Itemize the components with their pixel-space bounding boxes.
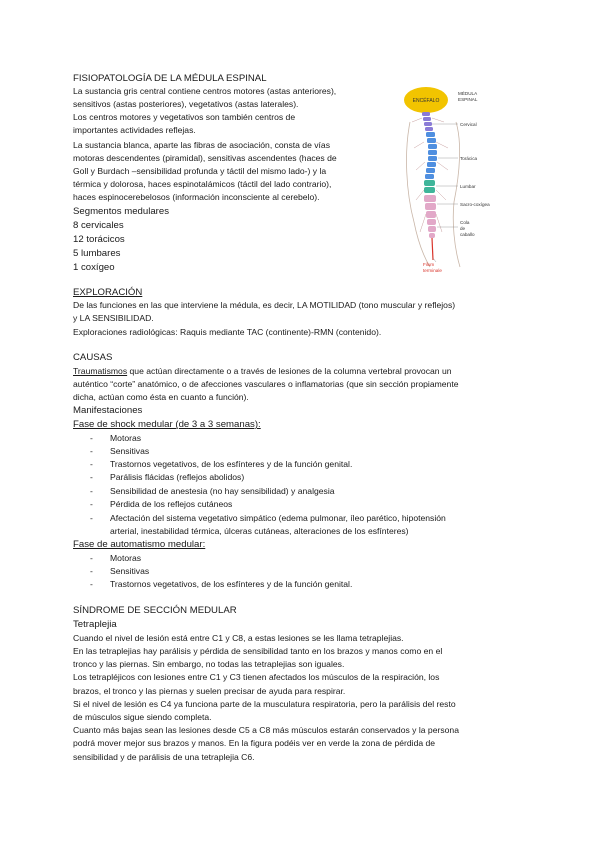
causas-line: auténtico “corte” anatómico, o de afecciones vasculares o inflamatorias (que sin sección propiamente xyxy=(73,379,459,389)
label-cord: MÉDULA xyxy=(458,91,478,96)
segment-item: 8 cervicales xyxy=(73,220,124,231)
causas-line-rest: que actúan directamente o a través de lesiones de la columna vertebral provocan un xyxy=(127,366,452,376)
sindrome-line: tronco y las piernas. Sin embargo, no todas las tetraplejias son iguales. xyxy=(73,659,345,669)
intro-line: La sustancia gris central contiene centros motores (astas anteriores), xyxy=(73,86,337,96)
intro-line: motoras descendentes (piramidal), sensitivas ascendentes (haces de xyxy=(73,153,337,163)
intro-line: sensitivos (astas posteriores), vegetativos (astas laterales). xyxy=(73,99,299,109)
thoracic-segment xyxy=(425,132,437,179)
label-toracica: Torácica xyxy=(460,156,478,161)
label-cola-1: Cola xyxy=(460,220,470,225)
document-page: FISIOPATOLOGÍA DE LA MÉDULA ESPINAL La sustancia gris central contiene centros motores (astas anteriores), sensitivos (astas posteriores), vegetativos (astas laterales). Los centros motores y vegetativos son también centros de importantes actividades reflejas. La sustancia blanca, aparte las fibras de asociación, consta de vías motoras descendentes (piramidal), sensitivas ascendentes (haces de Goll y Burdach –sensibilidad profunda y táctil del mismo lado-) y la térmica y dolorosa, haces espinotalámicos (táctil del lado contrario), haces espinocerebelosos (información inconsciente al cerebelo). Segmentos medulares 8 cervicales 12 torácicos 5 lumbares 1 coxígeo ENCÉFALO MÉDULA ESPINAL Cervical Torácica Lumbar Sacro-coxígea Cola de caballo Filum terminale EXPLORACIÓN De las funciones en las que interviene la médula, es decir, LA MOTILIDAD (tono muscular y reflejos) y LA SENSIBILIDAD. Exploraciones radiológicas: Raquis mediante TAC (continente)-RMN (contenido). CAUSAS Traumatismos que actúan directamente o a través de lesiones de la columna vertebral provocan un auténtico “corte” anatómico, o de afecciones vasculares o inflamatorias (que sin sección propiamente dicha, actúan como ésta en cuanto a función). Manifestaciones Fase de shock medular (de 3 a 3 semanas): - Motoras - Sensitivas - Trastornos vegetativos, de los esfínteres y de la función genital. - Parálisis flácidas (reflejos abolidos) - Sensibilidad de anestesia (no hay sensibilidad) y analgesia - Pérdida de los reflejos cutáneos - Afectación del sistema vegetativo simpático (edema pulmonar, íleo parético, hipotensión arterial, inestabilidad térmica, úlceras cutáneas, alteraciones de los esfínteres) Fase de automatismo medular: - Motoras - Sensitivas - Trastornos vegetativos, de los esfínteres y de la función genital. SÍNDROME DE SECCIÓN MEDULAR Tetraplejia Cuando el nivel de lesión está entre C1 y C8, a estas lesiones se les llama tetraplejias. En las tetraplejias hay parálisis y pérdida de sensibilidad tanto en los brazos y manos como en el tronco y las piernas. Sin embargo, no todas las tetraplejias son iguales. Los tetrapléjicos con lesiones entre C1 y C3 tienen afectados los músculos de la respiración, los brazos, el tronco y las piernas y suelen precisar de ayuda para respirar. Si el nivel de lesión es C4 ya funciona parte de la musculatura respiratoria, pero la parálisis del resto de músculos sigue siendo completa. Cuanto más bajas sean las lesiones desde C5 a C8 más músculos estarán conservados y la persona podrá mover mejor sus brazos y manos. En la figura podéis ver en verde la zona de pérdida de sensibilidad y de parálisis de una tetraplejia C6. xyxy=(0,0,600,848)
segment-item: 12 torácicos xyxy=(73,234,125,245)
label-filum-1: Filum xyxy=(423,262,435,267)
causas-line: dicha, actúan como ésta en cuanto a función). xyxy=(73,392,249,402)
intro-line: Goll y Burdach –sensibilidad profunda y táctil del mismo lado-) y la xyxy=(73,166,327,176)
exploracion-heading: EXPLORACIÓN xyxy=(73,287,143,298)
sindrome-line: podrá mover mejor sus brazos y manos. En la figura podéis ver en verde la zona de pérdida de xyxy=(73,738,436,748)
causas-heading: CAUSAS xyxy=(73,352,113,363)
intro-line: haces espinocerebelosos (información inconsciente al cerebelo). xyxy=(73,192,320,202)
exploracion-line: y LA SENSIBILIDAD. xyxy=(73,313,154,323)
sindrome-line: de músculos sigue siendo completa. xyxy=(73,712,212,722)
causas-line xyxy=(73,366,452,377)
sindrome-line: Cuando el nivel de lesión está entre C1 y C8, a estas lesiones se les llama tetraplejias. xyxy=(73,633,404,643)
traumatismos-term: Traumatismos xyxy=(73,366,128,376)
lumbar-segment xyxy=(424,180,435,193)
sindrome-line: Cuanto más bajas sean las lesiones desde C5 a C8 más músculos estarán conservados y la persona xyxy=(73,725,459,735)
segment-item: 5 lumbares xyxy=(73,248,121,259)
label-sacro: Sacro-coxígea xyxy=(460,202,490,207)
label-cola-3: caballo xyxy=(460,232,475,237)
automatismo-heading: Fase de automatismo medular: xyxy=(73,539,206,550)
intro-line: La sustancia blanca, aparte las fibras de asociación, consta de vías xyxy=(73,140,331,150)
label-cord-2: ESPINAL xyxy=(458,97,478,102)
label-cervical: Cervical xyxy=(460,122,477,127)
segments-heading: Segmentos medulares xyxy=(73,206,169,217)
page-title: FISIOPATOLOGÍA DE LA MÉDULA ESPINAL xyxy=(73,73,267,84)
manifestaciones-label: Manifestaciones xyxy=(73,405,143,416)
intro-line: importantes actividades reflejas. xyxy=(73,125,196,135)
tetraplejia-subheading: Tetraplejia xyxy=(73,619,117,630)
cervical-segment xyxy=(422,112,433,131)
label-brain: ENCÉFALO xyxy=(412,98,440,104)
label-lumbar: Lumbar xyxy=(460,184,476,189)
exploracion-line: Exploraciones radiológicas: Raquis mediante TAC (continente)-RMN (contenido). xyxy=(73,327,382,337)
sindrome-heading: SÍNDROME DE SECCIÓN MEDULAR xyxy=(73,605,237,616)
sindrome-line: sensibilidad y de parálisis de una tetraplejia C6. xyxy=(73,752,255,762)
shock-heading: Fase de shock medular (de 3 a 3 semanas): xyxy=(73,419,261,430)
filum-line xyxy=(432,238,433,260)
sindrome-line: brazos, el tronco y las piernas y suelen precisar de ayuda para respirar. xyxy=(73,686,346,696)
sindrome-line: Los tetrapléjicos con lesiones entre C1 y C3 tienen afectados los músculos de la respiración, los xyxy=(73,672,440,682)
label-filum-2: terminale xyxy=(423,268,442,272)
segment-item: 1 coxígeo xyxy=(73,262,115,273)
exploracion-line: De las funciones en las que interviene la médula, es decir, LA MOTILIDAD (tono muscular y reflejos) xyxy=(73,300,456,310)
label-cola-2: de xyxy=(460,226,466,231)
intro-line: térmica y dolorosa, haces espinotalámicos (táctil del lado contrario), xyxy=(73,179,332,189)
sindrome-line: En las tetraplejias hay parálisis y pérdida de sensibilidad tanto en los brazos y manos como en el xyxy=(73,646,443,656)
spinal-cord-figure xyxy=(396,82,526,272)
sindrome-line: Si el nivel de lesión es C4 ya funciona parte de la musculatura respiratoria, pero la parálisis del resto xyxy=(73,699,456,709)
sacral-segment xyxy=(424,195,436,238)
intro-line: Los centros motores y vegetativos son también centros de xyxy=(73,112,296,122)
